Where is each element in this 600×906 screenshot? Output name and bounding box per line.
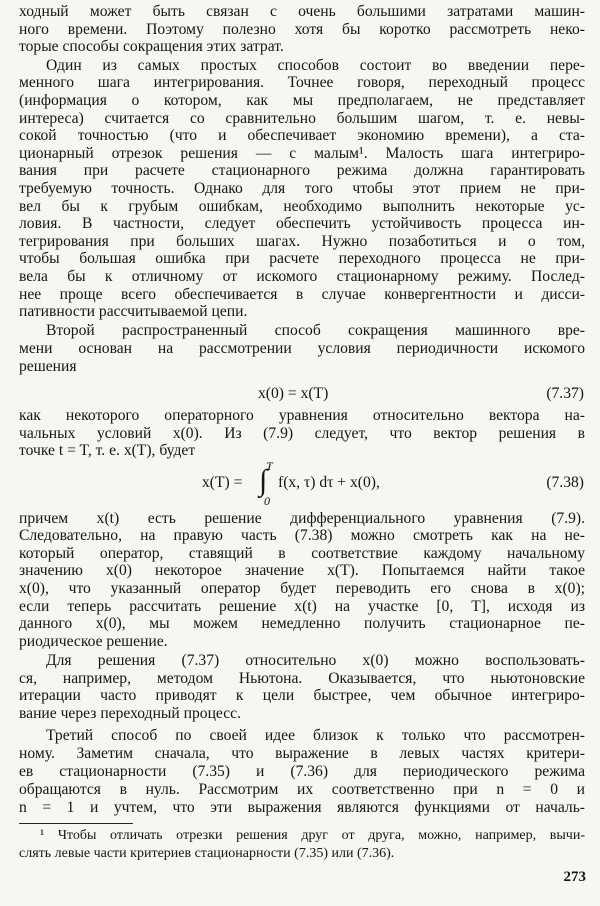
text-line: ев стационарности (7.35) и (7.36) для периодического режима	[19, 762, 585, 780]
text-line: Один из самых простых способов состоит во введении пере-	[46, 56, 585, 74]
text-line: требуемую точность. Однако для того чтобы этот прием не при-	[19, 180, 585, 197]
footnote-line: слять левые части критериев стационарности (7.35) или (7.36).	[19, 845, 395, 861]
text-line: ному. Заметим сначала, что выражение в левых частях критери-	[19, 744, 585, 762]
text-line: если теперь рассчитать решение x(t) на участке [0, T], исходя из	[19, 597, 585, 615]
text-line: n = 1 и учтем, что эти выражения являются функциями от началь-	[19, 798, 585, 816]
text-line: вание через переходный процесс.	[19, 704, 241, 722]
integral-upper-limit: T	[266, 459, 273, 474]
text-line: сокой точностью (что и обеспечивает экономию времени), а ста-	[19, 127, 585, 145]
text-line: обращаются в нуль. Рассмотрим их соответственно при n = 0 и	[19, 780, 585, 798]
text-line: ного времени. Поэтому полезно хотя бы коротко рассмотреть неко-	[19, 20, 585, 38]
text-line: тегрирования при больших шагах. Нужно позаботиться и о том,	[19, 232, 585, 250]
equation-7-37: x(0) = x(T)	[258, 384, 329, 402]
text-line: ся, например, методом Ньютона. Оказывается, что ньютоновские	[19, 669, 585, 687]
text-line: Второй распространенный способ сокращения машинного вре-	[46, 322, 585, 340]
text-line: ционарный отрезок решения — с малым¹. Малость шага интегриро-	[19, 144, 585, 162]
text-line: итерации часто приводят к цели быстрее, чем обычное интегриро-	[19, 687, 585, 705]
text-line: Третий способ по своей идее близок к только что рассмотрен-	[46, 726, 585, 744]
text-line: ловия. В частности, следует обеспечить устойчивость процесса ин-	[19, 215, 585, 233]
text-line: данного x(0), мы можем немедленно получить стационарное пе-	[19, 615, 585, 633]
equation-number: (7.37)	[546, 384, 584, 402]
text-line: Для решения (7.37) относительно x(0) можно воспользовать-	[46, 652, 585, 669]
equation-7-38-rhs: f(x, τ) dτ + x(0),	[278, 474, 380, 492]
text-line: вела бы к отличному от искомого стационарному режиму. Послед-	[19, 268, 585, 285]
text-line: Следовательно, на правую часть (7.38) можно смотреть как на не-	[19, 527, 585, 545]
footnote-divider	[19, 823, 133, 824]
text-line: решения	[19, 357, 77, 375]
page-number: 273	[563, 868, 586, 885]
text-line: менного шага интегрирования. Точнее говоря, переходный процесс	[19, 74, 585, 92]
text-line: риодическое решение.	[19, 632, 168, 650]
integral-lower-limit: 0	[264, 493, 270, 508]
text-line: как некоторого операторного уравнения относительно вектора на-	[19, 407, 585, 425]
footnote-line: ¹ Чтобы отличать отрезки решения друг от друга, можно, например, вычи-	[40, 827, 585, 843]
text-line: нее проще всего обеспечивается в случае конвергентности и дисси-	[19, 285, 585, 303]
integral-sign-icon: ∫	[259, 464, 268, 498]
text-line: вания при расчете стационарного режима должна гарантировать	[19, 162, 585, 180]
text-line: торые способы сокращения этих затрат.	[19, 38, 284, 56]
text-line: чтобы большая ошибка при расчете переходного процесса не при-	[19, 250, 585, 268]
text-line: точке t = T, т. е. x(T), будет	[19, 442, 196, 460]
text-line: чальных условий x(0). Из (7.9) следует, что вектор решения в	[19, 424, 585, 442]
text-line: причем x(t) есть решение дифференциального уравнения (7.9).	[19, 509, 585, 527]
text-line: интереса) считается со сравнительно большим шагом, т. е. невы-	[19, 109, 585, 127]
equation-7-38-lhs: x(T) =	[202, 474, 243, 492]
equation-number: (7.38)	[546, 474, 584, 492]
text-line: x(0), что указанный оператор будет переводить его снова в x(0);	[19, 580, 585, 597]
text-line: мени основан на рассмотрении условия периодичности искомого	[19, 340, 585, 357]
text-line: пативности рассчитываемой цепи.	[19, 303, 248, 321]
text-line: который оператор, ставящий в соответствие каждому начальному	[19, 544, 585, 562]
text-line: ходный может быть связан с очень большими затратами машин-	[19, 3, 585, 21]
text-line: (информация о котором, как мы предполагаем, не представляет	[19, 92, 585, 109]
text-line: вел бы к грубым ошибкам, необходимо выполнить некоторые ус-	[19, 197, 585, 215]
text-line: значению x(0) некоторое значение x(T). Попытаемся найти такое	[19, 562, 585, 580]
